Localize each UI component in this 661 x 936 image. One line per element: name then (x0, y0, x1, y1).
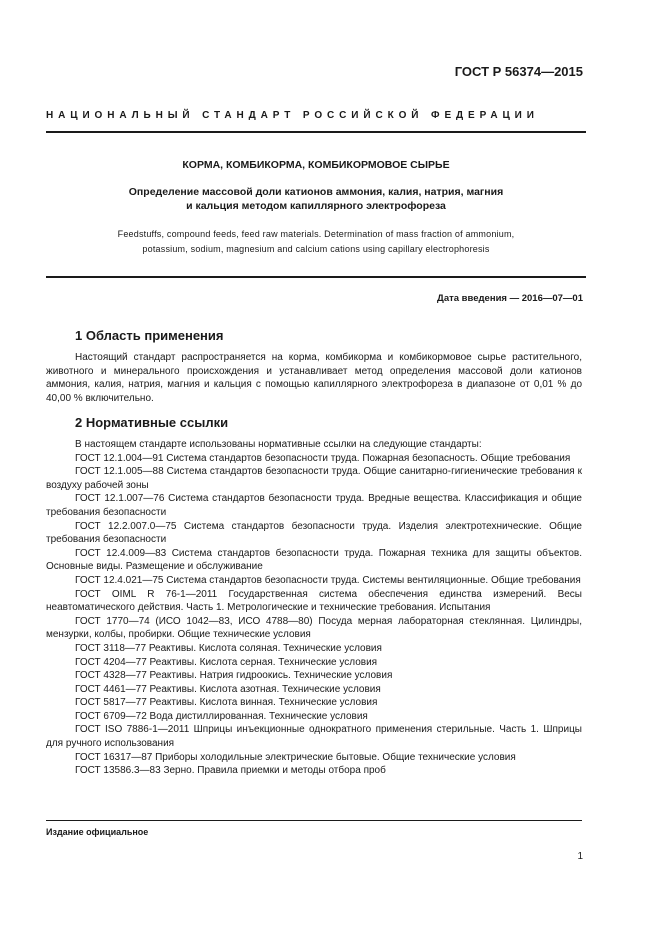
title-main: КОРМА, КОМБИКОРМА, КОМБИКОРМОВОЕ СЫРЬЕ (182, 159, 450, 171)
reference-item: ГОСТ 4461—77 Реактивы. Кислота азотная. Технические условия (75, 683, 381, 695)
section-1-body (46, 351, 582, 405)
section-1-heading: 1 Область применения (75, 328, 224, 343)
reference-item: ГОСТ 4204—77 Реактивы. Кислота серная. Технические условия (75, 656, 378, 668)
normative-references (46, 438, 582, 778)
middle-divider (46, 276, 586, 278)
reference-item: ГОСТ 12.1.005—88 Система стандартов безопасности труда. Общие санитарно-гигиенические требования к воздуху рабочей зоны (46, 466, 582, 491)
footer-divider (46, 820, 582, 821)
reference-item: ГОСТ ISO 7886-1—2011 Шприцы инъекционные однократного применения стерильные. Часть 1. Шприцы для ручного использования (46, 724, 582, 750)
reference-item: ГОСТ 5817—77 Реактивы. Кислота винная. Технические условия (75, 697, 378, 709)
edition-label: Издание официальное (46, 827, 149, 837)
reference-item: ГОСТ 12.1.007—76 Система стандартов безопасности труда. Вредные вещества. Классификация и общие требования безопасности (46, 493, 582, 518)
page-number: 1 (577, 851, 583, 862)
top-divider (46, 131, 586, 133)
title-sub-line-2: и кальция методом капиллярного электрофореза (186, 200, 446, 212)
title-english-line-1: Feedstuffs, compound feeds, feed raw materials. Determination of mass fraction of ammonium, (117, 229, 515, 239)
section-1-text: Настоящий стандарт распространяется на корма, комбикорма и комбикормовое сырье растительного, животного и минерального происхождения и устанавливает метод определения массовой доли катионов аммония, калия, натрия, магния и кальция с помощью капиллярного электрофореза в диапазоне от 0,01 % до 40,00 % включительно. (46, 352, 582, 404)
reference-item: ГОСТ 6709—72 Вода дистиллированная. Технические условия (75, 710, 368, 722)
reference-item: ГОСТ OIML R 76-1—2011 Государственная система обеспечения единства измерений. Весы неавтоматического действия. Часть 1. Метрологические и технические требования. Испытания (46, 588, 582, 614)
reference-item: ГОСТ 12.4.009—83 Система стандартов безопасности труда. Пожарная техника для защиты объектов. Основные виды. Размещение и обслуживание (46, 547, 582, 573)
title-english (46, 227, 586, 257)
reference-item: ГОСТ 3118—77 Реактивы. Кислота соляная. Технические условия (75, 642, 382, 654)
references-intro: В настоящем стандарте использованы нормативные ссылки на следующие стандарты: (75, 439, 482, 450)
title-english-line-2: potassium, sodium, magnesium and calcium cations using capillary electrophoresis (142, 244, 490, 254)
reference-item: ГОСТ 16317—87 Приборы холодильные электрические бытовые. Общие технические условия (75, 751, 516, 763)
reference-item: ГОСТ 12.1.004—91 Система стандартов безопасности труда. Пожарная безопасность. Общие требования (75, 452, 571, 464)
reference-item: ГОСТ 13586.3—83 Зерно. Правила приемки и методы отбора проб (75, 765, 386, 777)
reference-item: ГОСТ 12.2.007.0—75 Система стандартов безопасности труда. Изделия электротехнические. Общие требования безопасности (46, 520, 582, 546)
title-block (46, 159, 586, 257)
reference-item: ГОСТ 12.4.021—75 Система стандартов безопасности труда. Системы вентиляционные. Общие требования (75, 574, 581, 586)
reference-item: ГОСТ 1770—74 (ИСО 1042—83, ИСО 4788—80) Посуда мерная лабораторная стеклянная. Цилиндры, мензурки, колбы, пробирки. Общие технические условия (46, 615, 582, 641)
effective-date: Дата введения — 2016—07—01 (437, 293, 583, 304)
reference-item: ГОСТ 4328—77 Реактивы. Натрия гидроокись. Технические условия (75, 670, 393, 682)
gost-number: ГОСТ Р 56374—2015 (454, 64, 583, 79)
section-2-heading: 2 Нормативные ссылки (75, 415, 229, 430)
standard-banner: НАЦИОНАЛЬНЫЙ СТАНДАРТ РОССИЙСКОЙ ФЕДЕРАЦИИ (46, 110, 539, 121)
title-sub-line-1: Определение массовой доли катионов аммония, калия, натрия, магния (128, 186, 504, 198)
